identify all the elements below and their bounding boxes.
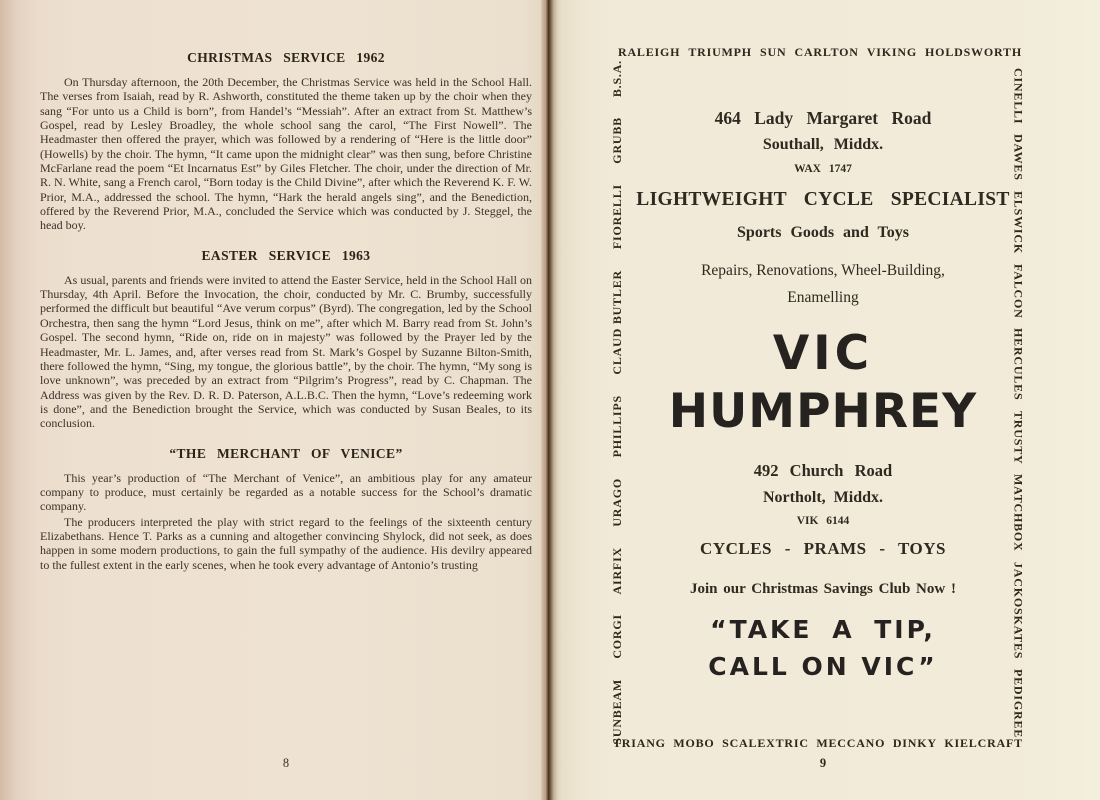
brand-name: CARLTON (794, 45, 859, 59)
brand-name: CORGI (609, 614, 624, 659)
brand-name: ELSWICK (1011, 190, 1026, 254)
ad-address2-line2: Northolt, Middx. (763, 489, 883, 506)
brand-name: AIRFIX (609, 546, 624, 594)
ad-shop-name-line2: HUMPHREY (668, 384, 978, 439)
ad-slogan-line2: CALL ON VIC” (708, 652, 938, 681)
article-heading-christmas-service: CHRISTMAS SERVICE 1962 (187, 50, 385, 65)
ad-subtitle: Sports Goods and Toys (737, 224, 909, 241)
ad-phone2: VIK 6144 (796, 515, 850, 527)
brand-name: TRUSTY (1011, 410, 1026, 465)
article-paragraph: On Thursday afternoon, the 20th December, the Christmas Service was held in the School Hall. The verses from Isaiah, read by R. Ashworth, constituted the theme taken up by the choir when they sang “For unto us a Child is born”, from Handel’s “Messiah”. After an extract from St. Matthew’s Gospel, read by Lesley Broadley, the whole school sang the carol, “The First Nowell”. The Headmaster then offered the prayer, which was followed by a rendering of “Here is the little door” (Howells) by the choir. The hymn, “It came upon the midnight clear” was then sung, before Christine McFarlane read the poem “Et Incarnatus Est” by Giles Fletcher. The choir, under the direction of Mr. R. N. White, sang a French carol, “Born today is the Child Divine”, after which the Reverend K. F. W. Prior, M.A., addressed the school. The hymn, “Hark the herald angels sing”, and the Benediction, offered by the Reverend Prior, M.A., concluded the Service which was conducted by J. Steggel, the head boy. (40, 75, 532, 233)
ad-services-line2: Enamelling (787, 289, 859, 306)
brand-name: HERCULES (1011, 328, 1026, 401)
ad-savings-club-line: Join our Christmas Savings Club Now ! (690, 581, 956, 597)
article-paragraph: The producers interpreted the play with strict regard to the feelings of the sixteenth century Elizabethans. Hence T. Parks as a cunning and altogether convincing Shylock, did not seek, as does happen in some modern productions, to gain the full sympathy of the audience. His devilry appeared to the fullest extent in the early scenes, when he took every advantage of Antonio’s trusting (40, 514, 532, 572)
brand-name: PEDIGREE (1011, 668, 1026, 738)
left-page (0, 0, 545, 800)
brand-name: JACKOSKATES (1011, 561, 1026, 659)
brand-name: GRUBB (609, 117, 624, 165)
ad-address2-line1: 492 Church Road (753, 461, 893, 480)
brand-name: TRIUMPH (688, 45, 752, 59)
page-number-left: 8 (282, 756, 290, 770)
brand-border-top (618, 45, 1022, 60)
ad-products-line: CYCLES - PRAMS - TOYS (700, 539, 946, 558)
brand-name: SCALEXTRIC (722, 736, 809, 750)
left-page-articles (40, 50, 532, 573)
brand-name: FIORELLI (609, 184, 624, 250)
right-page-advert (563, 0, 1100, 800)
brand-name: CINELLI (1011, 68, 1026, 125)
brand-name: B.S.A. (609, 60, 624, 98)
page-number-right: 9 (819, 756, 827, 770)
brand-name: FALCON (1011, 263, 1026, 319)
brand-border-left (609, 60, 625, 745)
brand-border-bottom (613, 736, 1023, 751)
article-heading-easter-service: EASTER SERVICE 1963 (201, 247, 371, 263)
brand-name: URAGO (609, 477, 624, 527)
brand-name: DAWES (1011, 134, 1026, 181)
ad-phone1: WAX 1747 (794, 163, 852, 175)
article-heading-merchant-of-venice: “THE MERCHANT OF VENICE” (169, 445, 403, 461)
ad-address1-line1: 464 Lady Margaret Road (714, 108, 932, 128)
ad-address1-line2: Southall, Middx. (762, 136, 884, 153)
brand-name: MOBO (673, 736, 715, 750)
brand-name: MATCHBOX (1011, 474, 1026, 552)
brand-name: RALEIGH (618, 45, 681, 59)
ad-slogan-line1: “TAKE A TIP, (710, 615, 936, 644)
brand-name: HOLDSWORTH (925, 45, 1022, 59)
brand-name: KIELCRAFT (944, 736, 1023, 750)
ad-shop-name-line1: VIC (772, 326, 874, 381)
brand-name: SUN (760, 45, 787, 59)
ad-services-line1: Repairs, Renovations, Wheel-Building, (701, 262, 945, 279)
brand-name: VIKING (866, 45, 917, 59)
ad-specialty-title: LIGHTWEIGHT CYCLE SPECIALIST (636, 189, 1010, 210)
brand-name: PHILLIPS (609, 394, 624, 458)
brand-name: SUNBEAM (609, 679, 624, 745)
brand-name: DINKY (892, 736, 937, 750)
brand-name: CLAUD BUTLER (609, 269, 624, 375)
article-paragraph: This year’s production of “The Merchant of Venice”, an ambitious play for any amateur company to produce, must certainly be regarded as a notable success for the School’s dramatic company. (40, 470, 532, 514)
article-paragraph: As usual, parents and friends were invited to attend the Easter Service, held in the School Hall on Thursday, 4th April. Before the Invocation, the choir, conducted by Mr. C. Brumby, successfully performed the difficult but beautiful “Ave verum corpus” (Byrd). The congregation, led by the School Orchestra, then sang the hymn “Lord Jesus, think on me”, after which M. Barry read from St. John’s Gospel. The second hymn, “Ride on, ride on in majesty” was followed by the Prayer led by the Headmaster, Mr. L. James, and, after verses read from St. Mark’s Gospel by Suzanne Bilton-Smith, there followed the hymn, “Sing, my tongue, the glorious battle”, by the choir. The hymn, “My song is love unknown”, was preceded by an extract from “Pilgrim’s Progress”, read by C. Chapman. The Address was given by the Rev. D. R. D. Paterson, A.L.B.C. Then the hymn, “Love’s redeeming work is done”, and the Benediction brought the Service, which was conducted by Susan Beales, to its conclusion. (40, 272, 532, 431)
brand-name: TRIANG (613, 736, 666, 750)
book-gutter (541, 0, 563, 800)
brand-name: MECCANO (816, 736, 886, 750)
